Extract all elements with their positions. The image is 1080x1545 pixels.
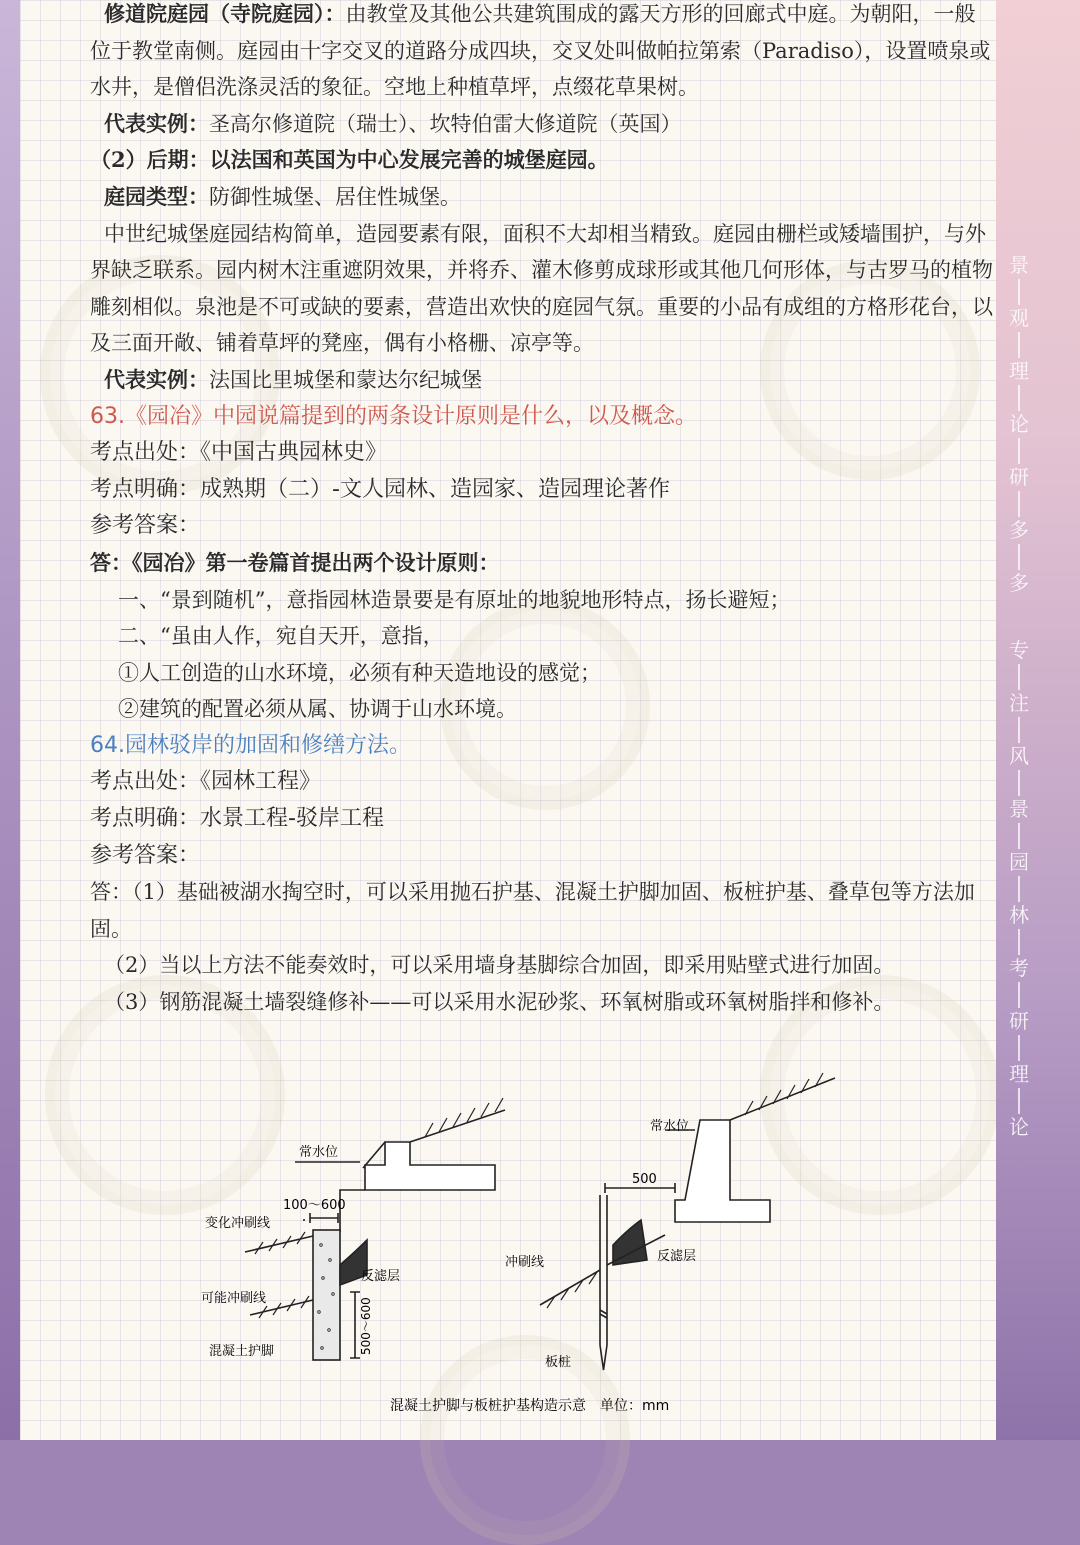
label-left-dim-top: 100～600	[283, 1198, 346, 1213]
left-border-strip	[0, 0, 20, 1440]
question-64-point: 考点明确：水景工程-驳岸工程	[90, 806, 384, 832]
answer-item: ①人工创造的山水环境，必须有种天造地设的感觉；	[118, 660, 601, 685]
paragraph-later-period: （2）后期：以法国和英国为中心发展完善的城堡庭园。	[90, 147, 609, 173]
document-body	[90, 0, 995, 1021]
paragraph-examples-1	[90, 106, 995, 143]
question-64-source: 考点出处：《园林工程》	[90, 769, 322, 795]
question-63-answer-lead: 答：《园冶》第一卷篇首提出两个设计原则：	[90, 549, 500, 575]
question-64-ref-label: 参考答案：	[90, 842, 201, 868]
label-left-possible-scour: 可能冲刷线	[201, 1291, 267, 1306]
left-revetment-drawing	[245, 1098, 505, 1360]
question-63-point: 考点明确：成熟期（二）-文人园林、造园家、造园理论著作	[90, 476, 670, 502]
right-revetment-drawing	[540, 1073, 835, 1370]
paragraph-text: 圣高尔修道院（瑞士）、坎特伯雷大修道院（英国）	[209, 111, 682, 136]
paragraph-lead: 庭园类型：	[104, 183, 209, 209]
label-right-filter: 反滤层	[657, 1249, 697, 1264]
answer-item: ②建筑的配置必须从属、协调于山水环境。	[118, 697, 517, 722]
label-left-filter: 反滤层	[361, 1269, 401, 1284]
paragraph-lead: 代表实例：	[104, 366, 209, 392]
answer-item: 一、“景到随机”，意指园林造景要是有原址的地貌地形特点，扬长避短；	[118, 587, 791, 612]
label-right-pile: 板桩	[545, 1355, 572, 1370]
paragraph-text: 防御性城堡、居住性城堡。	[209, 184, 461, 209]
paragraph-examples-2	[90, 362, 995, 399]
question-63-ref-label: 参考答案：	[90, 513, 201, 539]
question-63-source: 考点出处：《中国古典园林史》	[90, 440, 388, 466]
question-64-answer-3: （3）钢筋混凝土墙裂缝修补——可以采用水泥砂浆、环氧树脂或环氧树脂拌和修补。	[104, 990, 895, 1015]
paragraph-garden-types	[90, 179, 995, 216]
label-left-change-scour: 变化冲刷线	[205, 1216, 271, 1231]
paragraph-lead: 修道院庭园（寺院庭园）：	[104, 1, 346, 26]
diagram-caption: 混凝土护脚与板桩护基构造示意 单位：mm	[390, 1398, 670, 1414]
paragraph-monastery-garden	[90, 0, 995, 106]
label-right-normal-water: 常水位	[650, 1119, 690, 1134]
label-right-scour: 冲刷线	[505, 1255, 545, 1270]
paragraph-text: 法国比里城堡和蒙达尔纪城堡	[209, 367, 482, 392]
paragraph-lead: 代表实例：	[104, 110, 209, 136]
question-64-answer-2: （2）当以上方法不能奏效时，可以采用墙身基脚综合加固，即采用贴壁式进行加固。	[104, 953, 895, 978]
question-64-answer-1: 答：（1）基础被湖水掏空时，可以采用抛石护基、混凝土护脚加固、板桩护基、叠草包等方法加固。	[90, 880, 975, 941]
label-left-toe: 混凝土护脚	[209, 1344, 275, 1359]
label-right-dim: 500	[632, 1172, 657, 1187]
side-vertical-label: 景 观 理 论 研 多 多 专 注 风 景 园 林 考 研 理 论	[1009, 253, 1029, 1139]
question-64-title: 64.园林驳岸的加固和修缮方法。	[90, 732, 411, 758]
paragraph-castle-garden: 中世纪城堡庭园结构简单，造园要素有限，面积不大却相当精致。庭园由栅栏或矮墙围护，与外界缺乏联系。园内树木注重遮阴效果，并将乔、灌木修剪成球形或其他几何形体，与古罗马的植物雕刻相似。泉池是不可或缺的要素，营造出欢快的庭园气氛。重要的小品有成组的方格形花台，以及三面开敞、铺着草坪的凳座，偶有小格栅、凉亭等。	[90, 221, 993, 356]
answer-item: 二、“虽由人作，宛自天开，意指，	[118, 624, 444, 649]
paragraph-text: 由教堂及其他公共建筑围成的露天方形的回廊式中庭。为朝阳，一般位于教堂南侧。庭园由十字交叉的道路分成四块，交叉处叫做帕拉第索（Paradiso），设置喷泉或水井，是僧侣洗涤灵活的象征。空地上种植草坪，点缀花草果树。	[90, 2, 991, 100]
label-left-dim-side: 500～600	[359, 1297, 373, 1355]
question-63-title: 63.《园冶》中园说篇提到的两条设计原则是什么，以及概念。	[90, 403, 697, 429]
label-left-normal-water: 常水位	[299, 1145, 339, 1160]
revetment-diagram	[195, 1070, 845, 1425]
